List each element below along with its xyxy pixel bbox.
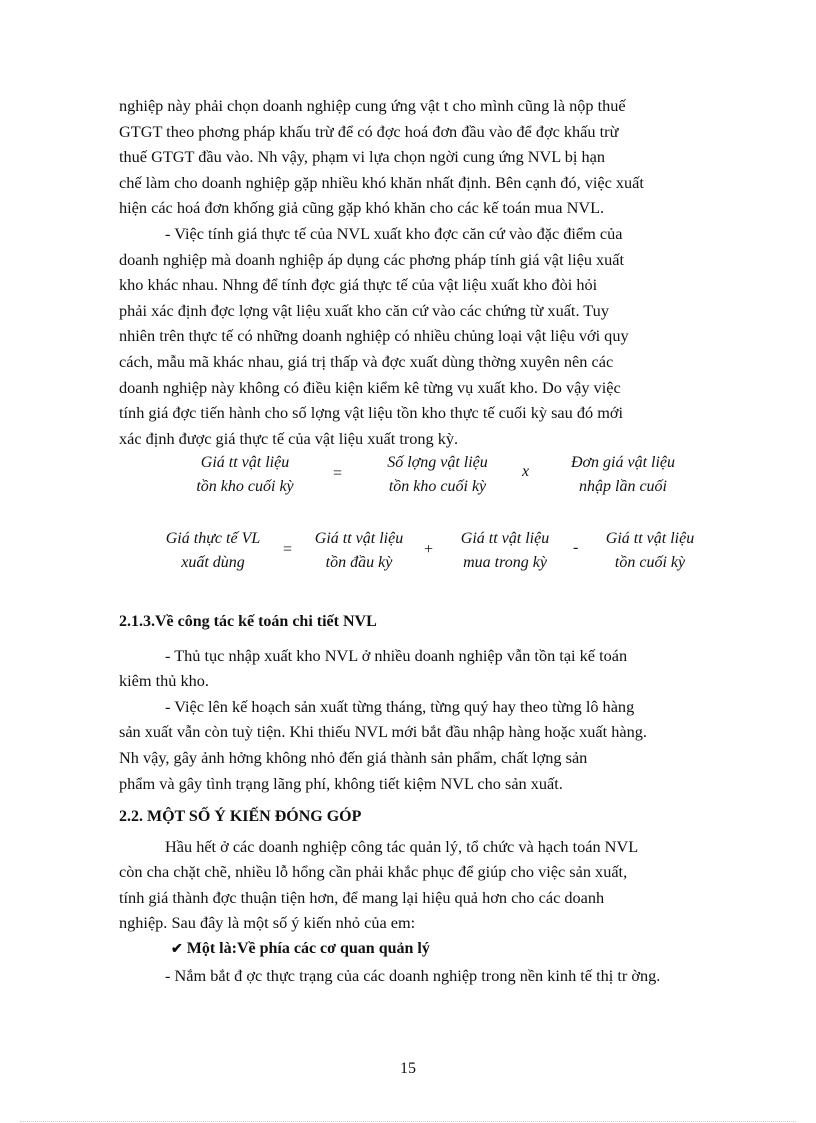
text-line: Nh vậy, gây ảnh hởng không nhỏ đến giá thành sản phẩm, chất lợng sản <box>119 747 588 767</box>
text-line: - Việc tính giá thực tế của NVL xuất kho đợc căn cứ vào đặc điểm của <box>165 223 623 243</box>
formula1-term1 <box>180 451 310 499</box>
text-line: thuế GTGT đầu vào. Nh vậy, phạm vi lựa chọn ngời cung ứng NVL bị hạn <box>119 147 605 167</box>
formula-line: tồn đầu kỳ <box>325 554 393 571</box>
text-line: tính giá thành đợc thuận tiện hơn, để mang lại hiệu quả hơn cho các doanh <box>119 887 605 907</box>
text-line: kiêm thủ kho. <box>119 671 209 691</box>
subheading <box>119 936 739 963</box>
text-line: doanh nghiệp này không có điều kiện kiểm kê từng vụ xuất kho. Do vậy việc <box>119 377 621 397</box>
text-line: - Việc lên kế hoạch sản xuất từng tháng, từng quý hay theo từng lô hàng <box>165 696 635 716</box>
subheading-text: Một là:Về phía các cơ quan quản lý <box>186 939 430 957</box>
footer-divider <box>20 1121 796 1122</box>
text-line: chế làm cho doanh nghiệp gặp nhiều khó khăn nhất định. Bên cạnh đó, việc xuất <box>119 172 644 192</box>
paragraph <box>119 668 739 694</box>
text-line: sản xuất vẫn còn tuỳ tiện. Khi thiếu NVL mới bắt đầu nhập hàng hoặc xuất hàng. <box>119 722 647 742</box>
equals-sign: = <box>283 541 293 558</box>
formula2-term4 <box>592 527 708 575</box>
checkmark-icon: ✔ <box>171 941 183 957</box>
paragraph <box>119 719 739 796</box>
text-line: cách, mẫu mã khác nhau, giá trị thấp và đợc xuất dùng thờng xuyên nên các <box>119 351 614 371</box>
formula2-term3 <box>447 527 563 575</box>
page-number: 15 <box>400 1060 416 1077</box>
text-line: doanh nghiệp mà doanh nghiệp áp dụng các phơng pháp tính giá vật liệu xuất <box>119 249 625 269</box>
formula-line: Giá tt vật liệu <box>605 530 695 547</box>
section-2-2 <box>119 804 739 988</box>
text-line: phẩm và gây tình trạng lãng phí, không tiết kiệm NVL cho sản xuất. <box>119 773 563 793</box>
text-line: xác định được giá thực tế của vật liệu xuất trong kỳ. <box>119 428 459 448</box>
text-line: phải xác định đợc lợng vật liệu xuất kho căn cứ vào các chứng từ xuất. Tuy <box>119 300 609 320</box>
minus-sign: - <box>573 539 579 556</box>
section-2-1-3 <box>119 609 739 796</box>
formula-line: Giá tt vật liệu <box>460 530 550 547</box>
formula1-term2 <box>365 451 510 499</box>
formula2-term2 <box>302 527 416 575</box>
paragraph-first-line <box>119 694 739 720</box>
section-heading: 2.2. MỘT SỐ Ý KIẾN ĐÓNG GÓP <box>119 808 362 825</box>
paragraph-first-line <box>119 643 739 669</box>
text-line: Hầu hết ở các doanh nghiệp công tác quản lý, tổ chức và hạch toán NVL <box>165 836 639 856</box>
formula-line: tồn cuối kỳ <box>614 554 686 571</box>
text-line: còn cha chặt chẽ, nhiều lỗ hổng cần phải khắc phục để giúp cho việc sản xuất, <box>119 862 628 882</box>
multiply-sign: x <box>522 463 530 480</box>
formula-line: Đơn giá vật liệu <box>570 454 676 471</box>
section-heading: 2.1.3.Về công tác kế toán chi tiết NVL <box>119 613 377 630</box>
formula-line: tồn kho cuối kỳ <box>196 478 294 495</box>
body-text-top <box>119 93 739 451</box>
text-line: GTGT theo phơng pháp khấu trừ để có đợc hoá đơn đầu vào để đợc khấu trừ <box>119 121 619 141</box>
paragraph-first-line <box>119 963 739 989</box>
plus-sign: + <box>424 541 434 558</box>
paragraph <box>119 859 739 936</box>
paragraph-2-first <box>119 221 739 247</box>
paragraph-first-line <box>119 834 739 860</box>
formula-line: Giá tt vật liệu <box>200 454 290 471</box>
text-line: nhiên trên thực tế có những doanh nghiệp có nhiều chủng loại vật liệu với quy <box>119 326 629 346</box>
paragraph-1 <box>119 93 739 221</box>
formula-line: tồn kho cuối kỳ <box>388 478 487 495</box>
text-line: nghiệp này phải chọn doanh nghiệp cung ứng vật t cho mình cũng là nộp thuế <box>119 96 626 115</box>
formula2-term1 <box>148 527 278 575</box>
text-line: - Nắm bắt đ ợc thực trạng của các doanh nghiệp trong nền kinh tế thị tr ờng. <box>165 965 661 985</box>
formula-line: mua trong kỳ <box>463 554 547 571</box>
text-line: hiện các hoá đơn khống giả cũng gặp khó khăn cho các kế toán mua NVL. <box>119 198 605 218</box>
text-line: - Thủ tục nhập xuất kho NVL ở nhiều doanh nghiệp vẫn tồn tại kế toán <box>165 645 628 665</box>
formula-line: Giá thực tế VL <box>165 530 261 547</box>
equals-sign: = <box>333 465 343 482</box>
text-line: kho khác nhau. Nhng để tính đợc giá thực tế của vật liệu xuất kho đòi hỏi <box>119 275 598 295</box>
formula-line: Số lợng vật liệu <box>387 454 488 471</box>
formula-line: nhập lần cuối <box>579 478 667 495</box>
formula1-term3 <box>553 451 693 499</box>
paragraph-2 <box>119 247 739 452</box>
text-line: nghiệp. Sau đây là một số ý kiến nhỏ của em: <box>119 913 416 933</box>
formula-line: Giá tt vật liệu <box>314 530 404 547</box>
formula-line: xuất dùng <box>181 554 245 571</box>
text-line: tính giá đợc tiến hành cho số lợng vật liệu tồn kho thực tế cuối kỳ sau đó mới <box>119 403 624 423</box>
